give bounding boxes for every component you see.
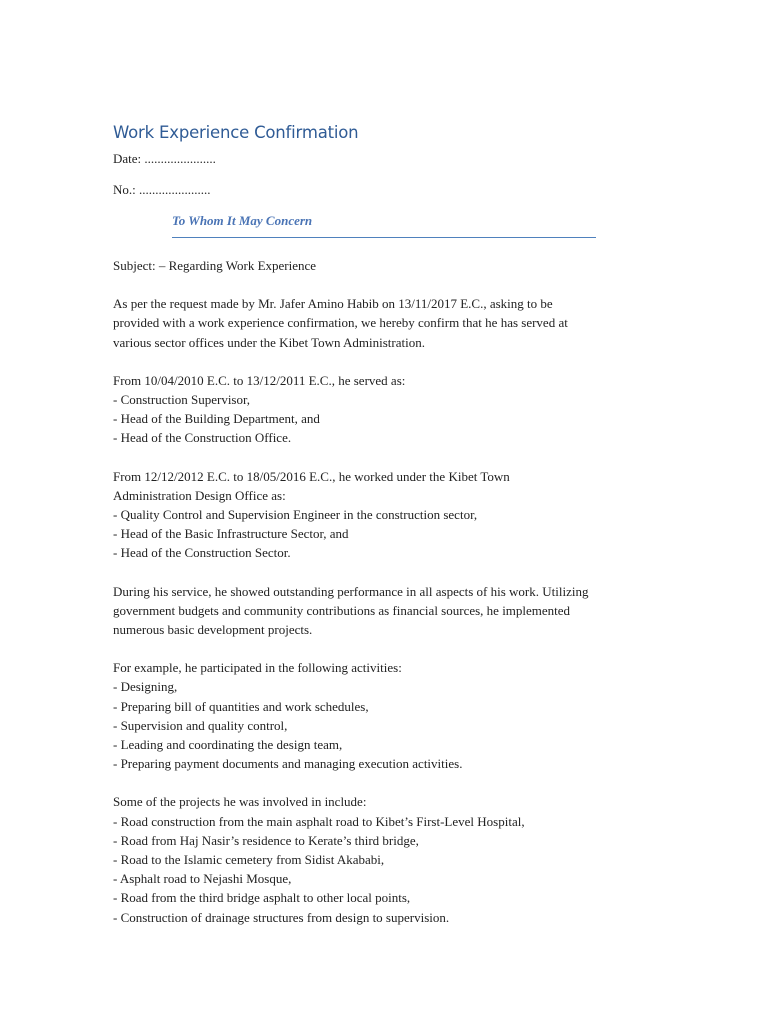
list-item: - Head of the Basic Infrastructure Sector, and xyxy=(113,526,349,542)
list-item: - Road from Haj Nasir’s residence to Kerate’s third bridge, xyxy=(113,832,419,848)
paragraph-line: various sector offices under the Kibet Town Administration. xyxy=(113,334,425,350)
salutation: To Whom It May Concern xyxy=(172,213,313,228)
list-item: - Preparing bill of quantities and work schedules, xyxy=(113,698,369,714)
period-heading: From 12/12/2012 E.C. to 18/05/2016 E.C., he worked under the Kibet Town xyxy=(113,468,510,484)
list-item: - Leading and coordinating the design team, xyxy=(113,737,343,753)
list-item: - Road from the third bridge asphalt to other local points, xyxy=(113,890,411,906)
date-line: Date: ...................... xyxy=(113,151,216,166)
intro-paragraph xyxy=(113,294,653,352)
list-item: - Designing, xyxy=(113,679,178,695)
document-title: Work Experience Confirmation xyxy=(113,123,359,142)
subject-line: Subject: – Regarding Work Experience xyxy=(113,258,317,273)
performance-paragraph xyxy=(113,582,653,640)
list-heading: For example, he participated in the following activities: xyxy=(113,660,402,676)
paragraph-line: As per the request made by Mr. Jafer Amino Habib on 13/11/2017 E.C., asking to be xyxy=(113,296,553,312)
projects-paragraph xyxy=(113,792,653,926)
paragraph-line: numerous basic development projects. xyxy=(113,622,313,638)
list-item: - Quality Control and Supervision Engineer in the construction sector, xyxy=(113,507,478,523)
list-item: - Construction Supervisor, xyxy=(113,392,251,408)
list-item: - Head of the Building Department, and xyxy=(113,411,320,427)
period-heading: From 10/04/2010 E.C. to 13/12/2011 E.C., he served as: xyxy=(113,372,406,388)
first-period-paragraph xyxy=(113,371,653,448)
list-item: - Road construction from the main asphalt road to Kibet’s First-Level Hospital, xyxy=(113,813,525,829)
subject-paragraph xyxy=(113,256,653,275)
activities-paragraph xyxy=(113,658,653,773)
list-item: - Head of the Construction Sector. xyxy=(113,545,291,561)
paragraph-line: government budgets and community contributions as financial sources, he implemented xyxy=(113,602,571,618)
period-heading: Administration Design Office as: xyxy=(113,487,286,503)
list-item: - Road to the Islamic cemetery from Sidist Akababi, xyxy=(113,852,385,868)
salutation-block xyxy=(172,211,596,238)
second-period-paragraph xyxy=(113,467,653,563)
list-item: - Preparing payment documents and managing execution activities. xyxy=(113,756,463,772)
list-item: - Asphalt road to Nejashi Mosque, xyxy=(113,871,292,887)
letter-body xyxy=(113,256,653,946)
list-item: - Head of the Construction Office. xyxy=(113,430,292,446)
paragraph-line: During his service, he showed outstanding performance in all aspects of his work. Utilizing xyxy=(113,583,589,599)
list-item: - Construction of drainage structures from design to supervision. xyxy=(113,909,450,925)
list-heading: Some of the projects he was involved in include: xyxy=(113,794,367,810)
reference-number-line: No.: ...................... xyxy=(113,182,211,197)
list-item: - Supervision and quality control, xyxy=(113,717,288,733)
paragraph-line: provided with a work experience confirmation, we hereby confirm that he has served at xyxy=(113,315,568,331)
